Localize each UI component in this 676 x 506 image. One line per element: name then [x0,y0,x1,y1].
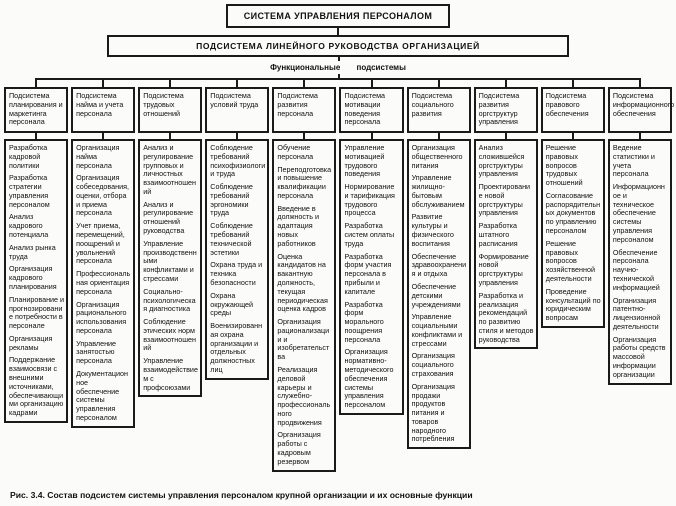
subsystem-header: Подсистема трудовых отношений [138,87,202,133]
subsystem-column [138,80,202,397]
function-item: Реализация деловой карьеры и служебно-профессионального продвижения [277,364,331,427]
function-item: Учет приема, перемещений, поощрений и увольнений персонала [76,221,125,266]
connector-line [169,80,171,87]
function-list [474,139,538,349]
function-item: Обеспечение детскими учреждениями [411,281,461,309]
function-item: Организация работы с кадровым резервом [277,430,321,466]
function-item: Согласование распорядительных документов по управлению персоналом [545,190,601,236]
function-item: Анализ рынка труда [9,242,56,261]
connector-line [505,80,507,87]
subsystem-column [339,80,403,415]
function-list [339,139,403,415]
function-item: Соблюдение требований эргономики труда [210,182,253,218]
connector-line [337,28,339,35]
function-item: Соблюдение требований технической эстетики [210,221,253,257]
function-item: Ведение статистики и учета персонала [612,143,655,179]
function-item: Обучение персонала [277,143,314,161]
subsystem-header: Подсистема правового обеспечения [541,87,605,133]
function-item: Организация собеседования, оценки, отбора и приема персонала [76,173,130,218]
function-item: Управление занятостью персонала [76,338,117,366]
function-item: Обеспечение персонала научно-технической информацией [612,247,660,292]
function-item: Управление социальными конфликтами и стрессами [411,312,463,348]
function-item: Проведение консультаций по юридическим вопросам [545,286,601,323]
function-list [4,139,68,423]
connector-line [371,80,373,87]
connector-line [303,80,305,87]
function-item: Разработка и реализация рекомендаций по развитию стиля и методов руководства [478,290,534,344]
function-item: Переподготовка и повышение квалификации персонала [277,164,332,200]
function-item: Организация социального страхования [411,351,455,378]
function-item: Разработка форм морального поощрения персонала [344,299,384,344]
function-item: Управление мотивацией трудового поведения [344,143,385,179]
function-list [407,139,471,449]
subsystem-header: Подсистема социального развития [407,87,471,133]
connector-line [236,80,238,87]
function-item: Профессиональная ориентация персонала [76,269,131,296]
function-item: Организация продажи продуктов питания и товаров народного потребления [411,381,455,444]
function-list [608,139,672,385]
function-item: Управление взаимодействием с профсоюзами [143,356,198,392]
subsystem-column [541,80,605,328]
function-item: Анализ кадрового потенциала [9,212,49,240]
subsystem-column [608,80,675,385]
columns-row [2,80,674,486]
subsystem-column [407,80,471,449]
connector-line [102,80,104,87]
subsystem-column [272,80,336,472]
function-item: Организация нормативно-методического обеспечения системы управления персоналом [344,347,394,410]
function-item: Военизированная охрана организации и отдельных должностных лиц [210,321,263,374]
function-item: Социально-психологическая диагностика [143,286,196,314]
function-item: Решение правовых вопросов трудовых отношений [545,143,583,188]
function-item: Соблюдение этических норм взаимоотношений [143,317,197,353]
function-item: Организация патентно-лицензионной деятельности [612,295,661,331]
functional-subsystems-row [2,57,674,78]
function-item: Анализ и регулирование групповых и личностных взаимоотношений [143,143,197,196]
subsystem-column [4,80,68,423]
function-item: Организация найма персонала [76,143,120,170]
subsystem-header: Подсистема найма и учета персонала [71,87,135,133]
function-item: Поддержание взаимосвязи с внешними источниками, обеспечивающими организацию кадрами [9,355,64,418]
subsystem-column [474,80,538,349]
function-item: Разработка стратегии управления персоналом [9,173,50,209]
subsystem-header: Подсистема мотивации поведения персонала [339,87,403,133]
connector-line [639,80,641,87]
function-list [541,139,605,328]
function-item: Организация работы средств массовой информации организации [612,334,666,379]
function-item: Обеспечение здравоохранения и отдыха [411,251,467,279]
function-item: Анализ сложившейся оргструктуры управления [478,143,525,179]
figure-caption: Рис. 3.4. Состав подсистем системы управления персоналом крупной организации и их основные функции [10,490,473,500]
linear-subsystem-box: ПОДСИСТЕМА ЛИНЕЙНОГО РУКОВОДСТВА ОРГАНИЗАЦИЕЙ [107,35,569,57]
subsystem-header: Подсистема информационного обеспечения [608,87,672,133]
subsystem-header: Подсистема условий труда [205,87,269,133]
function-item: Планирование и прогнозирование потребности в персонале [9,294,65,331]
function-list [71,139,135,428]
function-item: Проектирование новой оргструктуры управления [478,182,531,218]
function-list [138,139,202,397]
function-item: Охрана труда и техника безопасности [210,260,263,287]
subsystem-header: Подсистема развития персонала [272,87,336,133]
function-item: Организация общественного питания [411,143,463,170]
function-item: Организация рекламы [9,333,53,352]
function-item: Оценка кандидатов на вакантную должность, текущая периодическая оценка кадров [277,251,328,314]
function-item: Организация рационализации и изобретательства [277,317,330,362]
function-item: Разработка форм участия персонала в прибыли и капитале [344,251,392,296]
connector-line [438,80,440,87]
connector-line [35,80,37,87]
function-item: Разработка кадровой политики [9,143,48,170]
connector-line [572,80,574,87]
function-item: Анализ и регулирование отношений руководства [143,199,194,236]
function-item: Нормирование и тарификация трудового процесса [344,182,395,218]
subsystem-column [205,80,269,380]
subsystem-header: Подсистема планирования и маркетинга персонала [4,87,68,133]
function-item: Разработка штатного расписания [478,221,518,248]
system-title-box: СИСТЕМА УПРАВЛЕНИЯ ПЕРСОНАЛОМ [226,4,451,28]
function-item: Разработка систем оплаты труда [344,221,395,248]
function-item: Соблюдение требований психофизиологии труда [210,143,266,179]
function-item: Документационное обеспечение системы управления персоналом [76,368,128,422]
subsystem-column [71,80,135,428]
function-item: Организация кадрового планирования [9,264,57,291]
function-item: Информационное и техническое обеспечение системы управления персоналом [612,182,665,244]
functional-subsystems-label: Функциональные подсистемы [262,61,414,74]
function-list [272,139,336,472]
function-item: Формирование новой оргструктуры управления [478,251,529,287]
function-item: Решение правовых вопросов хозяйственной деятельности [545,238,595,283]
function-list [205,139,269,380]
function-item: Организация рационального использования персонала [76,299,127,335]
function-item: Управление жилищно-бытовым обслуживанием [411,173,465,209]
subsystem-header: Подсистема развития оргструктур управления [474,87,538,133]
function-item: Охрана окружающей среды [210,290,254,318]
function-item: Введение в должность и адаптация новых работников [277,203,320,248]
function-item: Развитие культуры и физического воспитания [411,212,454,248]
function-item: Управление производственными конфликтами и стрессами [143,238,197,283]
